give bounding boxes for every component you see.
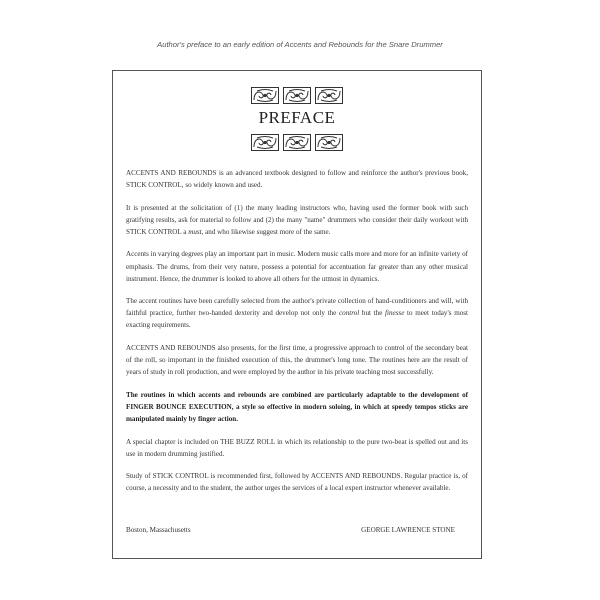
paragraph-text: , and who likewise suggest more of the same. (201, 227, 331, 236)
paragraph-text: ACCENTS AND REBOUNDS also presents, for the first time, a progressive approach to control of the secondary beat of the roll, so important in the finished execution of this, the drummer's long tone. The routines here are the result of years of study in roll production, and were employed by the author in his private teaching most successfully. (126, 344, 468, 377)
preface-paragraph (126, 342, 468, 378)
page-title: PREFACE (258, 108, 336, 127)
preface-paragraph (126, 295, 468, 331)
scroll-ornament-icon (315, 87, 343, 104)
preface-paragraph (126, 470, 468, 494)
emphasis-text: finesse (385, 309, 405, 318)
ornament-row-bottom (113, 134, 481, 151)
paragraph-text: but the (359, 309, 386, 318)
paragraph-text: It is presented at the solicitation of (1) the many leading instructors who, having used the former book with such gratifying results, ask for material to follow and (2) the many "name" drummers who consider their daily workout with STICK CONTROL a (126, 203, 468, 236)
scroll-ornament-icon (251, 87, 279, 104)
paragraph-text: The routines in which accents and rebounds are combined are particularly adaptable to the development of FINGER BOUNCE EXECUTION, a style so effective in modern soloing, in which at speedy tempos sticks are manipulated mainly by finger action. (126, 390, 468, 423)
preface-paragraph (126, 389, 468, 425)
paragraph-text: ACCENTS AND REBOUNDS is an advanced textbook designed to follow and reinforce the author's previous book, STICK CONTROL, so widely known and used. (126, 169, 468, 190)
preface-body (126, 167, 468, 505)
emphasis-text: must (188, 227, 202, 236)
signature-author: GEORGE LAWRENCE STONE (361, 526, 455, 534)
preface-paragraph (126, 202, 468, 238)
signature-place: Boston, Massachusetts (126, 526, 191, 534)
emphasis-text: control (339, 309, 360, 318)
caption-prefix: Author's preface to an early edition of (157, 40, 285, 49)
preface-frame (112, 70, 482, 559)
scroll-ornament-icon (283, 134, 311, 151)
scroll-ornament-icon (315, 134, 343, 151)
paragraph-text: Accents in varying degrees play an important part in music. Modern music calls more and more for an infinite variety of emphasis. The drums, from their very nature, possess a potential for accentuation far greater than any other musical instrument. Hence, the drummer is looked to above all others for the utmost in dynamics. (126, 250, 468, 283)
page-caption (0, 40, 600, 49)
paragraph-text: A special chapter is included on THE BUZZ ROLL in which its relationship to the pure two-beat is spelled out and its use in modern drumming justified. (126, 437, 468, 458)
caption-book-title: Accents and Rebounds for the Snare Drummer (284, 40, 443, 49)
paragraph-text: Study of STICK CONTROL is recommended first, followed by ACCENTS AND REBOUNDS. Regular practice is, of course, a necessity and to the student, the author urges the services of a local expert instructor whenever available. (126, 472, 468, 493)
preface-paragraph (126, 248, 468, 284)
paragraph-text: The accent routines have been carefully selected from the author's private collection of hand-conditioners and will, with faithful practice, further two-handed dexterity and develop not only the (126, 297, 468, 318)
preface-paragraph (126, 167, 468, 191)
ornament-row-top (113, 87, 481, 104)
scroll-ornament-icon (283, 87, 311, 104)
preface-paragraph (126, 436, 468, 460)
paragraph-text: to meet today's most exacting requirements. (126, 309, 468, 330)
signature-row (126, 526, 455, 534)
scroll-ornament-icon (251, 134, 279, 151)
